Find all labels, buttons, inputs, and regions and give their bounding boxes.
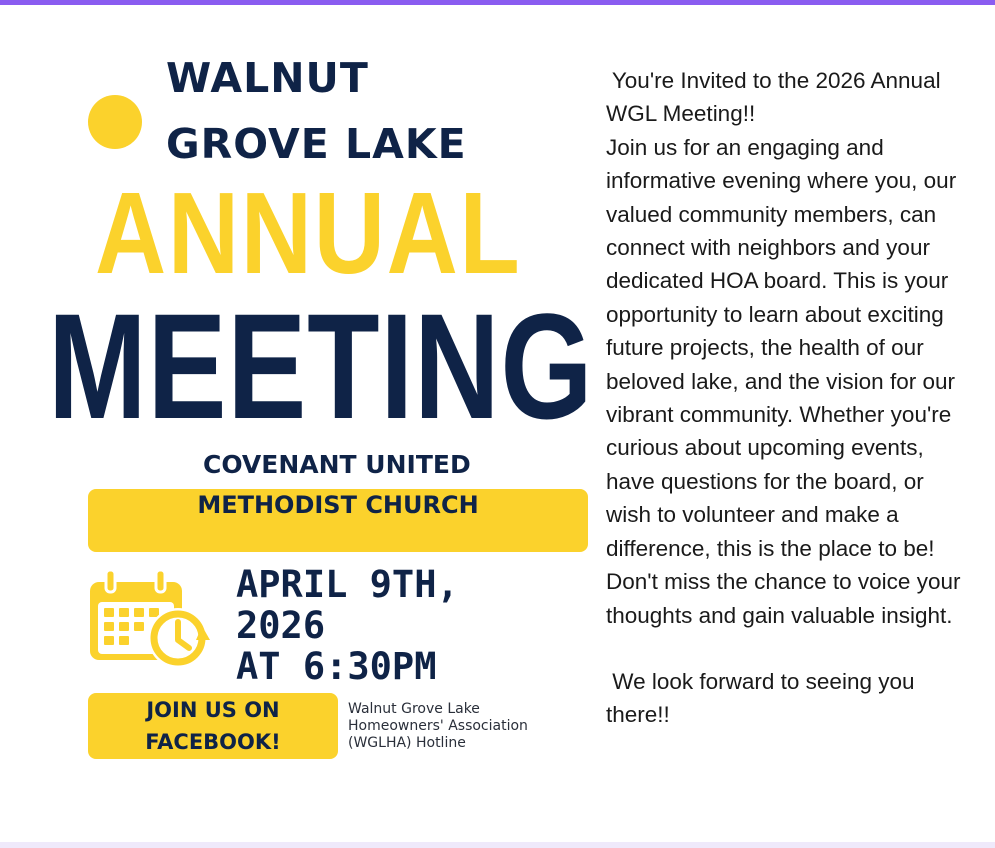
paragraph-gap xyxy=(606,632,995,665)
invitation-closing-2: there!! xyxy=(606,702,670,728)
top-accent-bar xyxy=(0,0,995,5)
heading-annual: ANNUAL xyxy=(95,168,522,298)
heading-meeting: MEETING xyxy=(48,282,594,450)
facebook-button-label: JOIN US ON FACEBOOK! xyxy=(145,698,281,754)
calendar-clock-icon xyxy=(86,568,214,673)
venue-banner xyxy=(88,489,588,552)
venue-line-2: METHODIST CHURCH xyxy=(197,491,479,519)
title-grove-lake: GROVE LAKE xyxy=(166,120,467,168)
date-line-2: 2026 xyxy=(236,604,326,647)
invitation-body: Join us for an engaging and informative evening where you, our valued community members, can connect with neighbors and your dedicated HOA board. This is your opportunity to learn about exciting future projects, the health of our beloved lake, and the vision for our vibrant community. Whether you're curious about upcoming events, have questions for the board, or wish to volunteer and make a difference, this is the place to be! Don't miss the chance to voice your thoughts and gain valuable insight. xyxy=(606,134,961,628)
sun-circle-icon xyxy=(88,95,142,149)
invitation-headline-1: You're Invited to the 2026 Annual xyxy=(606,68,941,93)
hotline-label: Walnut Grove Lake Homeowners' Association (WGLHA) Hotline xyxy=(348,701,528,751)
venue-line-1: COVENANT UNITED xyxy=(203,450,471,479)
date-line-3: AT 6:30PM xyxy=(236,645,437,688)
join-facebook-button[interactable] xyxy=(88,693,338,759)
invitation-text xyxy=(606,64,995,732)
invitation-closing-1: We look forward to seeing you xyxy=(606,668,915,694)
title-walnut: WALNUT xyxy=(166,54,369,102)
date-line-1: APRIL 9TH, xyxy=(236,563,459,606)
invitation-headline-2: WGL Meeting!! xyxy=(606,101,756,127)
bottom-accent-bar xyxy=(0,842,995,848)
